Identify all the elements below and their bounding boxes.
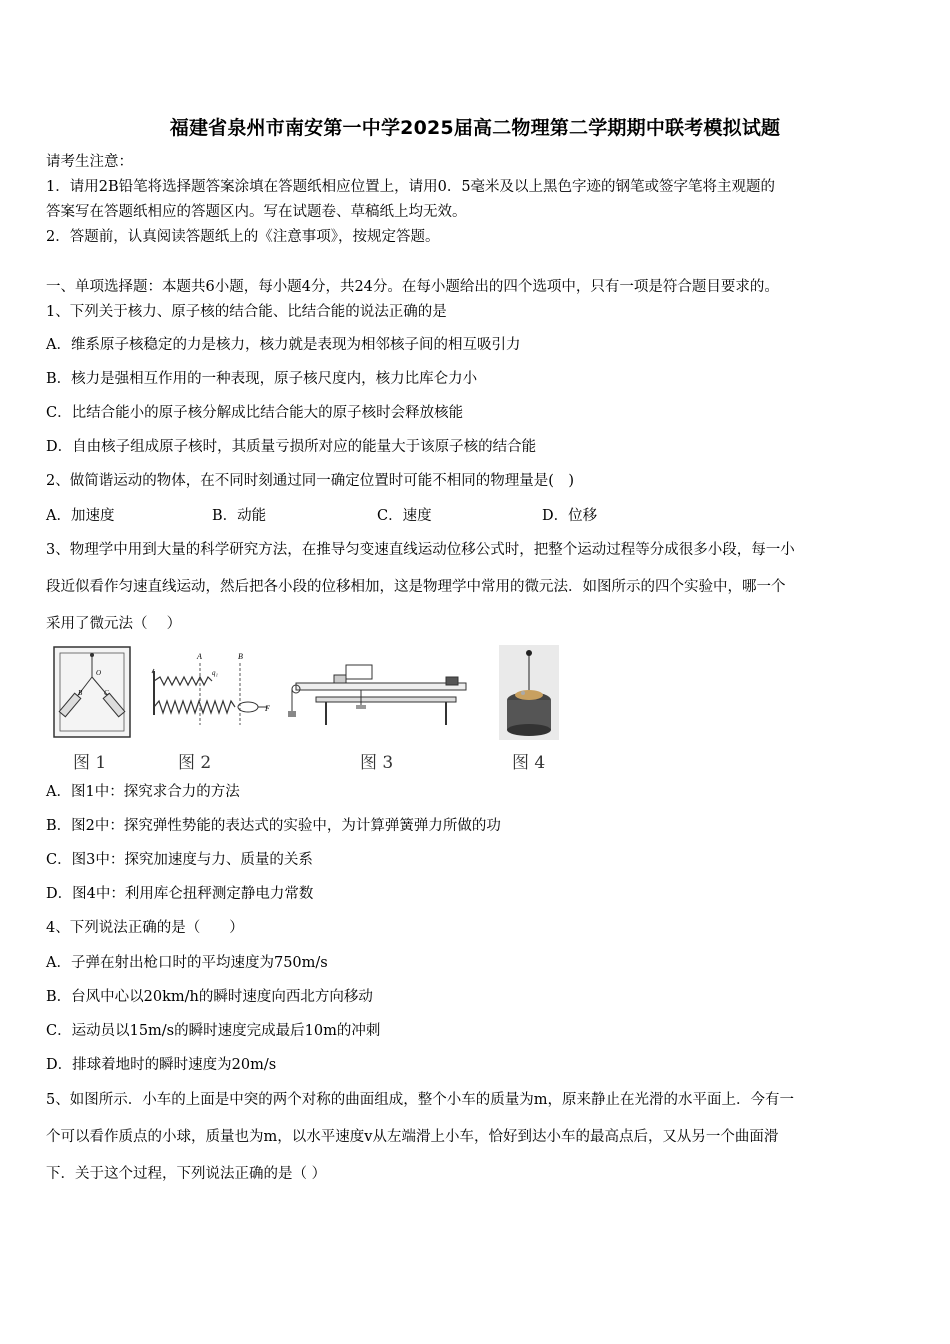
q3-stem-line-1: 3、物理学中用到大量的科学研究方法，在推导匀变速直线运动位移公式时，把整个运动过程等分成很多小段，每一小 bbox=[46, 542, 795, 558]
page-title: 福建省泉州市南安第一中学2025届高二物理第二学期期中联考模拟试题 bbox=[169, 117, 781, 139]
q1-option-a: A．维系原子核稳定的力是核力，核力就是表现为相邻核子间的相互吸引力 bbox=[46, 337, 521, 353]
notice-heading: 请考生注意： bbox=[46, 154, 133, 170]
q5-stem-line-1: 5、如图所示．小车的上面是中突的两个对称的曲面组成，整个小车的质量为m，原来静止在光滑的水平面上．今有一 bbox=[46, 1092, 794, 1108]
svg-text:A: A bbox=[197, 652, 202, 661]
q5-stem-line-2: 个可以看作质点的小球，质量也为m，以水平速度v从左端滑上小车，恰好到达小车的最高点后，又从另一个曲面滑 bbox=[46, 1129, 779, 1145]
q1-option-c: C．比结合能小的原子核分解成比结合能大的原子核时会释放核能 bbox=[46, 405, 464, 421]
notice-line-2: 答案写在答题纸相应的答题区内。写在试题卷、草稿纸上均无效。 bbox=[46, 204, 467, 220]
q2-option-a: A．加速度 bbox=[46, 508, 115, 524]
q1-option-b: B．核力是强相互作用的一种表现，原子核尺度内，核力比库仑力小 bbox=[46, 371, 478, 387]
svg-text:B: B bbox=[238, 652, 243, 661]
q4-option-a: A．子弹在射出枪口时的平均速度为750m/s bbox=[46, 955, 328, 971]
q4-option-b: B．台风中心以20km/h的瞬时速度向西北方向移动 bbox=[46, 989, 373, 1005]
q3-stem-line-2: 段近似看作匀速直线运动，然后把各小段的位移相加，这是物理学中常用的微元法．如图所示的四个实验中，哪一个 bbox=[46, 579, 786, 595]
q3-option-a: A．图1中：探究求合力的方法 bbox=[46, 784, 240, 800]
figure-3-air-track bbox=[286, 645, 471, 725]
q2-options bbox=[46, 506, 597, 526]
figure-4-torsion-balance bbox=[499, 645, 559, 740]
q5-stem-line-3: 下．关于这个过程，下列说法正确的是（ ） bbox=[46, 1166, 327, 1182]
figure-2-label: 图 2 bbox=[178, 753, 212, 773]
q3-option-d: D．图4中：利用库仑扭秤测定静电力常数 bbox=[46, 886, 314, 902]
figure-3-label: 图 3 bbox=[360, 753, 394, 773]
section-heading: 一、单项选择题：本题共6小题，每小题4分，共24分。在每小题给出的四个选项中，只有一项是符合题目要求的。 bbox=[46, 279, 779, 295]
q2-option-d: D．位移 bbox=[542, 508, 598, 524]
figure-1-force-board bbox=[52, 645, 132, 740]
svg-text:B: B bbox=[78, 689, 83, 697]
q3-option-c: C．图3中：探究加速度与力、质量的关系 bbox=[46, 852, 313, 868]
q4-option-d: D．排球着地时的瞬时速度为20m/s bbox=[46, 1057, 277, 1073]
svg-text:q₁: q₁ bbox=[212, 669, 218, 677]
q3-figures bbox=[46, 645, 566, 773]
q4-stem: 4、下列说法正确的是（ ） bbox=[46, 920, 244, 936]
figure-1-label: 图 1 bbox=[73, 753, 107, 773]
svg-text:F: F bbox=[265, 704, 270, 713]
figure-2-spring bbox=[150, 645, 275, 725]
q3-stem-line-3: 采用了微元法（ ） bbox=[46, 616, 182, 632]
notice-line-3: 2．答题前，认真阅读答题纸上的《注意事项》，按规定答题。 bbox=[46, 229, 440, 245]
q1-stem: 1、下列关于核力、原子核的结合能、比结合能的说法正确的是 bbox=[46, 304, 447, 320]
q4-option-c: C．运动员以15m/s的瞬时速度完成最后10m的冲刺 bbox=[46, 1023, 381, 1039]
q2-stem: 2、做简谐运动的物体，在不同时刻通过同一确定位置时可能不相同的物理量是( ) bbox=[46, 473, 575, 489]
q2-option-c: C．速度 bbox=[377, 508, 432, 524]
q1-option-d: D．自由核子组成原子核时，其质量亏损所对应的能量大于该原子核的结合能 bbox=[46, 439, 537, 455]
figure-4-label: 图 4 bbox=[512, 753, 546, 773]
q2-option-b: B．动能 bbox=[212, 508, 267, 524]
notice-line-1: 1．请用2B铅笔将选择题答案涂填在答题纸相应位置上，请用0．5毫米及以上黑色字迹的钢笔或签字笔将主观题的 bbox=[46, 179, 776, 195]
q3-option-b: B．图2中：探究弹性势能的表达式的实验中，为计算弹簧弹力所做的功 bbox=[46, 818, 501, 834]
svg-text:O: O bbox=[96, 669, 102, 677]
svg-text:C: C bbox=[104, 689, 109, 697]
